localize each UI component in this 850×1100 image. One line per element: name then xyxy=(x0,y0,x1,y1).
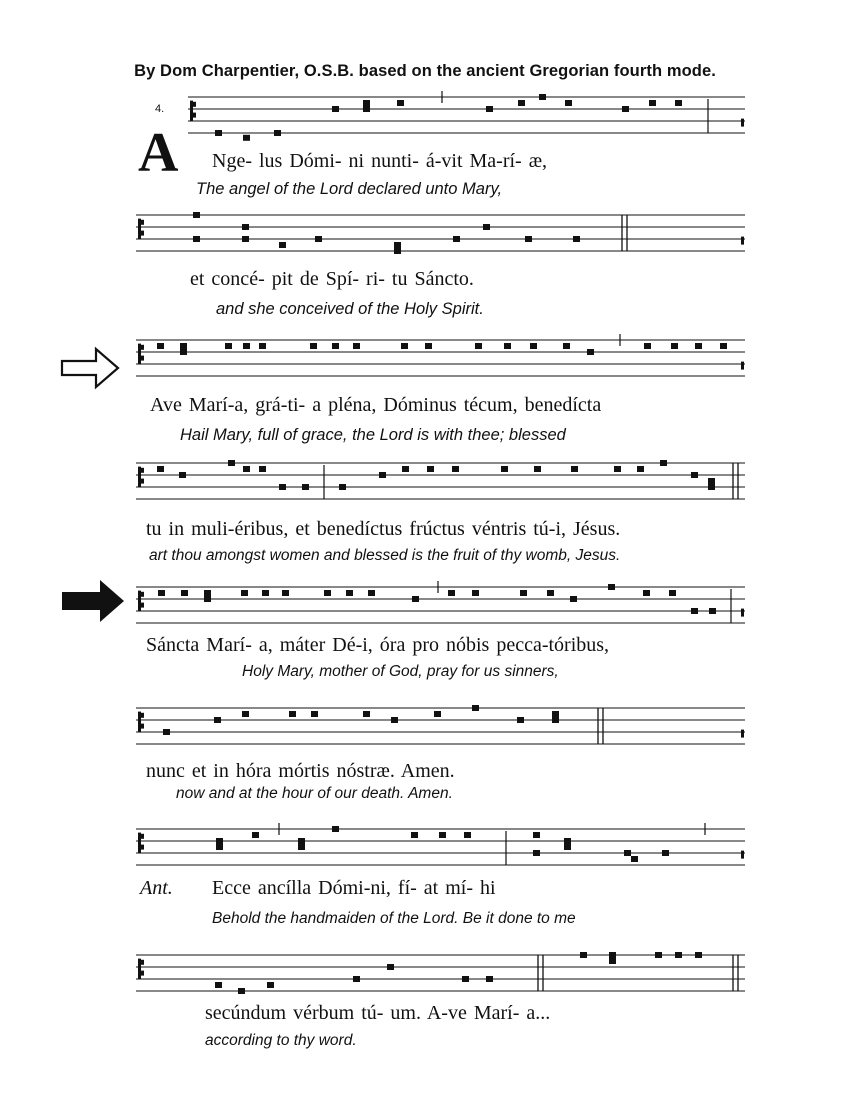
english-line-8: according to thy word. xyxy=(205,1032,357,1049)
english-line-3: Hail Mary, full of grace, the Lord is with thee; blessed xyxy=(180,426,566,444)
english-line-2: and she conceived of the Holy Spirit. xyxy=(216,300,484,318)
english-line-7: Behold the handmaiden of the Lord. Be it done to me xyxy=(212,910,576,927)
latin-line-8: secúndum vérbum tú- um. A-ve Marí- a... xyxy=(205,1002,551,1024)
staves xyxy=(136,97,745,991)
english-line-6: now and at the hour of our death. Amen. xyxy=(176,785,453,802)
english-line-5: Holy Mary, mother of God, pray for us sinners, xyxy=(242,663,559,680)
latin-line-3: Ave Marí-a, grá-ti- a pléna, Dóminus técum, benedícta xyxy=(150,394,602,416)
latin-line-7: Ecce ancílla Dómi-ni, fí- at mí- hi xyxy=(212,877,496,899)
latin-line-1: Nge- lus Dómi- ni nunti- á-vit Ma-rí- æ, xyxy=(212,150,548,172)
filled-arrow-icon xyxy=(62,580,124,622)
english-line-1: The angel of the Lord declared unto Mary, xyxy=(196,180,503,198)
page-title: By Dom Charpentier, O.S.B. based on the ancient Gregorian fourth mode. xyxy=(134,62,716,80)
drop-cap: A xyxy=(138,122,179,184)
antiphon-label: Ant. xyxy=(140,877,173,899)
outline-arrow-icon xyxy=(62,349,118,387)
latin-line-6: nunc et in hóra mórtis nóstræ. Amen. xyxy=(146,760,455,782)
latin-line-5: Sáncta Marí- a, máter Dé-i, óra pro nóbis pecca-tóribus, xyxy=(146,634,610,656)
latin-line-4: tu in muli-éribus, et benedíctus frúctus véntris tú-i, Jésus. xyxy=(146,518,621,540)
latin-line-2: et concé- pit de Spí- ri- tu Sáncto. xyxy=(190,268,474,290)
verse-number: 4. xyxy=(155,103,165,115)
english-line-4: art thou amongst women and blessed is the fruit of thy womb, Jesus. xyxy=(149,547,621,564)
